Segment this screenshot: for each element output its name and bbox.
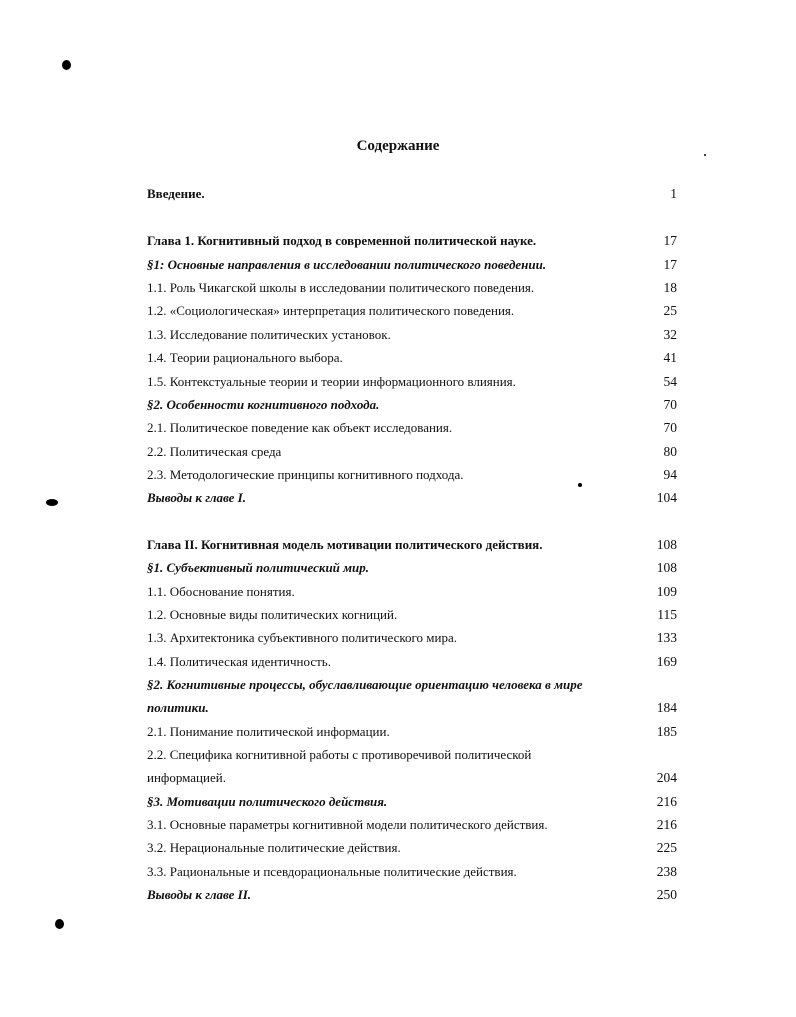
toc-entry-text: 3.3. Рациональные и псевдорациональные политические действия. xyxy=(147,864,517,879)
toc-entry xyxy=(0,607,796,627)
toc-entry-page: 108 xyxy=(656,560,677,575)
toc-entry-text: 1.3. Исследование политических установок. xyxy=(147,327,391,342)
toc-entry xyxy=(0,303,796,323)
toc-entry-page: 18 xyxy=(663,280,677,295)
toc-entry-page: 133 xyxy=(656,630,677,645)
toc-entry-page: 70 xyxy=(663,420,677,435)
toc-entry-page: 185 xyxy=(656,724,677,739)
toc-entry xyxy=(0,724,796,744)
toc-entry-page: 250 xyxy=(656,887,677,902)
toc-entry-page: 169 xyxy=(656,654,677,669)
toc-entry xyxy=(0,327,796,347)
toc-entry xyxy=(0,840,796,860)
toc-entry-text: 1.3. Архитектоника субъективного политического мира. xyxy=(147,630,457,645)
toc-entry-text: §3. Мотивации политического действия. xyxy=(147,794,388,809)
toc-entry-page: 238 xyxy=(656,864,677,879)
toc-entry-page: 25 xyxy=(663,303,677,318)
toc-entry-page: 94 xyxy=(663,467,677,482)
toc-entry-text: Глава II. Когнитивная модель мотивации политического действия. xyxy=(147,537,543,552)
toc-entry-text: 1.1. Роль Чикагской школы в исследовании политического поведения. xyxy=(147,280,535,295)
toc-entry-page: 17 xyxy=(663,233,677,248)
ink-speck xyxy=(62,60,71,70)
toc-entry-page: 204 xyxy=(656,770,677,785)
toc-entry-text: Выводы к главе I. xyxy=(147,490,246,505)
toc-entry xyxy=(0,817,796,837)
toc-entry-page: 32 xyxy=(663,327,677,342)
toc-entry-page: 80 xyxy=(663,444,677,459)
toc-entry-text: Глава 1. Когнитивный подход в современной политической науке. xyxy=(147,233,537,248)
toc-entry xyxy=(0,770,796,790)
toc-entry xyxy=(0,654,796,674)
toc-entry-text: 3.2. Нерациональные политические действия. xyxy=(147,840,401,855)
toc-entry xyxy=(0,280,796,300)
toc-entry-page: 70 xyxy=(663,397,677,412)
toc-entry xyxy=(0,397,796,417)
toc-entry-text: 1.4. Политическая идентичность. xyxy=(147,654,331,669)
toc-entry-page: 115 xyxy=(657,607,677,622)
toc-entry xyxy=(0,350,796,370)
toc-entry-text: информацией. xyxy=(147,770,226,785)
toc-entry xyxy=(0,630,796,650)
toc-entry xyxy=(0,700,796,720)
toc-entry-text: 2.2. Специфика когнитивной работы с противоречивой политической xyxy=(147,747,532,762)
toc-entry xyxy=(0,444,796,464)
toc-entry xyxy=(0,887,796,907)
toc-entry xyxy=(0,374,796,394)
toc-entry xyxy=(0,677,796,697)
toc-entry xyxy=(0,490,796,510)
toc-entry-page: 104 xyxy=(656,490,677,505)
toc-entry-text: §1: Основные направления в исследовании политического поведении. xyxy=(147,257,547,272)
ink-speck xyxy=(46,499,58,506)
toc-entry-text: 3.1. Основные параметры когнитивной модели политического действия. xyxy=(147,817,548,832)
toc-entry-text: 2.2. Политическая среда xyxy=(147,444,282,459)
ink-speck xyxy=(578,483,582,487)
toc-entry-page: 109 xyxy=(656,584,677,599)
ink-speck xyxy=(55,919,64,929)
toc-entry-text: 2.1. Понимание политической информации. xyxy=(147,724,390,739)
toc-entry-text: 2.3. Методологические принципы когнитивного подхода. xyxy=(147,467,464,482)
toc-entry xyxy=(0,420,796,440)
toc-entry-text: 1.2. «Социологическая» интерпретация политического поведения. xyxy=(147,303,515,318)
toc-entry xyxy=(0,186,796,206)
toc-entry-text: 1.1. Обоснование понятия. xyxy=(147,584,295,599)
toc-entry-page: 216 xyxy=(656,794,677,809)
toc-entry-page: 184 xyxy=(656,700,677,715)
toc-entry xyxy=(0,467,796,487)
toc-entry-page: 1 xyxy=(670,186,677,201)
toc-entry-page: 108 xyxy=(656,537,677,552)
toc-entry xyxy=(0,794,796,814)
toc-entry-text: §1. Субъективный политический мир. xyxy=(147,560,370,575)
toc-entry-text: Выводы к главе II. xyxy=(147,887,252,902)
toc-entry-text: Введение. xyxy=(147,186,205,201)
toc-entry-text: 1.2. Основные виды политических когниций. xyxy=(147,607,398,622)
toc-entry-text: 1.4. Теории рационального выбора. xyxy=(147,350,343,365)
toc-entry-text: §2. Особенности когнитивного подхода. xyxy=(147,397,380,412)
toc-entry xyxy=(0,864,796,884)
toc-entry-page: 17 xyxy=(663,257,677,272)
ink-speck xyxy=(704,154,706,156)
toc-entry-page: 216 xyxy=(656,817,677,832)
toc-entry-page: 41 xyxy=(663,350,677,365)
page-title: Содержание xyxy=(356,138,440,154)
toc-entry-text: политики. xyxy=(147,700,209,715)
toc-entry-text: 2.1. Политическое поведение как объект исследования. xyxy=(147,420,453,435)
toc-entry-page: 225 xyxy=(656,840,677,855)
toc-entry-page: 54 xyxy=(663,374,677,389)
toc-entry xyxy=(0,537,796,557)
toc-entry xyxy=(0,233,796,253)
toc-entry xyxy=(0,584,796,604)
toc-entry xyxy=(0,560,796,580)
toc-entry-text: 1.5. Контекстуальные теории и теории информационного влияния. xyxy=(147,374,516,389)
toc-entry xyxy=(0,747,796,767)
toc-entry xyxy=(0,257,796,277)
toc-entry-text: §2. Когнитивные процессы, обуславливающие ориентацию человека в мире xyxy=(147,677,583,692)
